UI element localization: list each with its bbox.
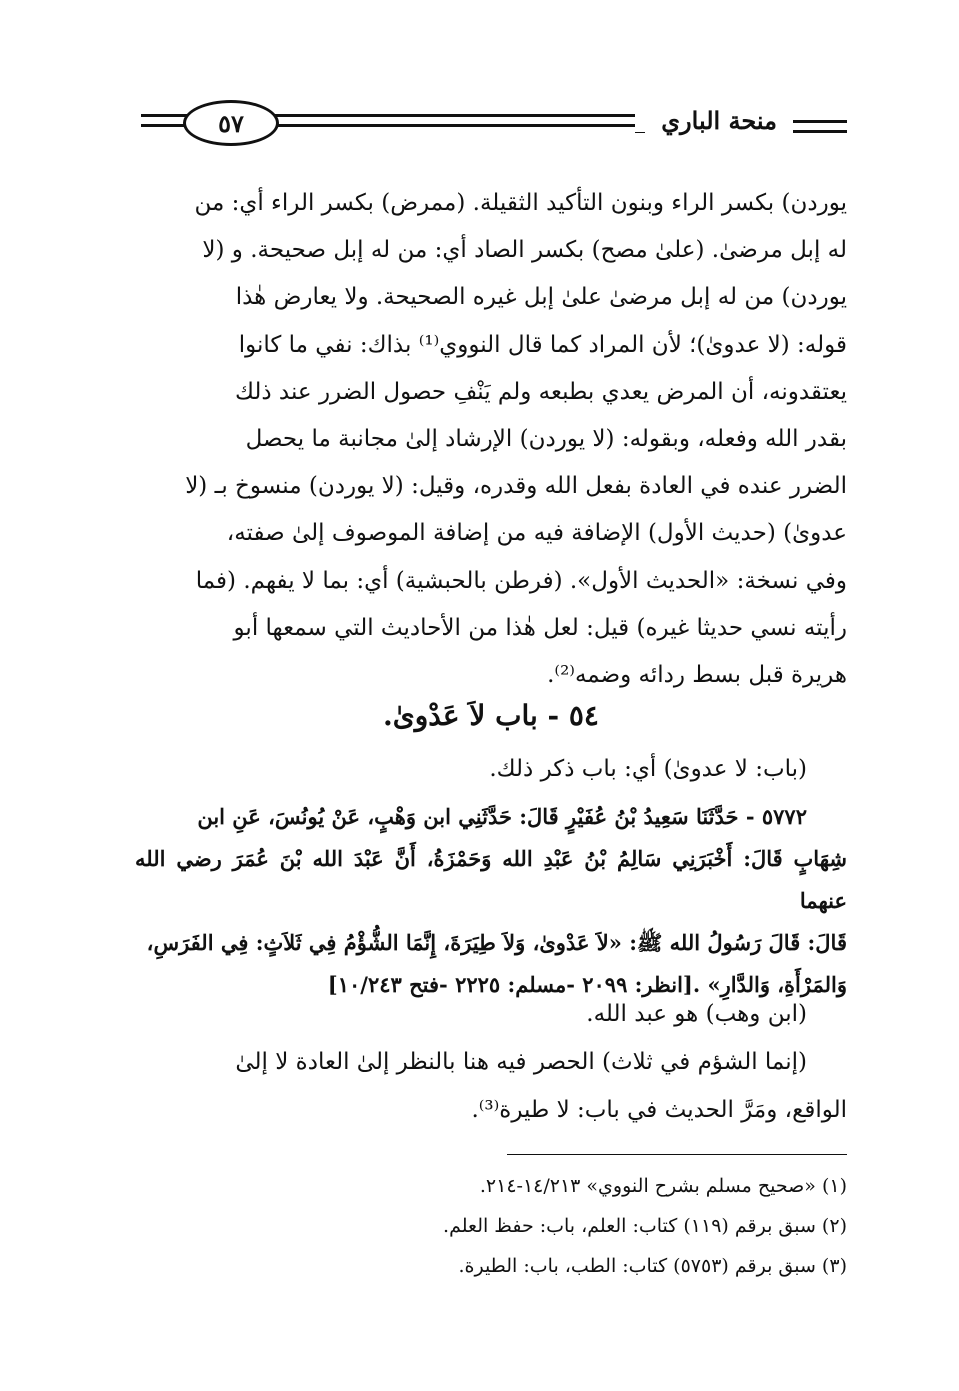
footnotes — [135, 1166, 847, 1286]
text-line: رأيته نسي حديثا غيره) قيل: لعل هٰذا من الأحاديث التي سمعها أبو — [233, 614, 847, 641]
text-line: يعتقدونه، أن المرض يعدي بطبعه ولم يَنْفِ حصول الضرر عند ذلك — [234, 378, 847, 405]
text-line: يوردن) بكسر الراء وبنون التأكيد الثقيلة. (ممرض) بكسر الراء أي: من — [194, 190, 847, 216]
header-rule-middle-top — [275, 114, 635, 117]
footnote-separator — [507, 1154, 847, 1155]
running-title: منحة الباري — [653, 106, 785, 135]
footnote: (٢) سبق برقم (١١٩) كتاب: العلم، باب: حفظ العلم. — [443, 1215, 847, 1237]
header-rule-right-bottom — [793, 130, 847, 133]
header-rule-middle-bottom — [275, 124, 635, 127]
page-header — [135, 100, 847, 156]
text-line: يوردن) من له إبل مرضىٰ علىٰ إبل غيره الصحيحة. ولا يعارض هٰذا — [235, 284, 847, 311]
header-rule-right-bottom — [635, 132, 645, 133]
header-rule-right-top — [793, 120, 847, 123]
footnote: (١) «صحيح مسلم بشرح النووي» ١٤/٢١٣-٢١٤. — [479, 1175, 847, 1197]
page-number: ٥٧ — [183, 100, 279, 146]
footnote: (٣) سبق برقم (٥٧٥٣) كتاب: الطب، باب: الطيرة. — [458, 1255, 847, 1277]
chapter-intro — [135, 746, 847, 792]
text-line: (إنما الشؤم في ثلاث) الحصر فيه هنا بالنظر إلىٰ العادة لا إلىٰ — [235, 1049, 807, 1075]
text-line: هريرة قبل بسط ردائه وضمه⁽²⁾. — [547, 662, 847, 689]
hadith-text — [135, 796, 847, 1006]
text-line: (ابن وهب) هو عبد الله. — [586, 1001, 807, 1027]
chapter-heading: ٥٤ - باب لاَ عَدْوىٰ. — [383, 699, 599, 732]
hadith-line: وَالمَرْأَةِ، وَالدَّارِ» .[انظر: ٢٠٩٩ -مسلم: ٢٢٢٥ -فتح ١٠/٢٤٣] — [327, 972, 847, 997]
hadith-line: ٥٧٧٢ - حَدَّثَنَا سَعِيدُ بْنُ عُفَيْرٍ قَالَ: حَدَّثَنِي ابن وَهْبٍ، عَنْ يُونُسَ، عَنِ ابن — [197, 804, 807, 829]
hadith-line: شِهَابٍ قَالَ: أَخْبَرَنِي سَالِمُ بْنُ عَبْدِ الله وَحَمْزَةُ، أَنَّ عَبْدَ الله بْنَ عُمَرَ رضي الله عنهما — [135, 846, 847, 913]
text-line: الضرر عنده في العادة بفعل الله وقدره، وقيل: (لا يوردن) منسوخ بـ (لا — [185, 473, 847, 500]
hadith-line: قَالَ: قَالَ رَسُولُ الله ﷺ: «لاَ عَدْوىٰ، وَلاَ طِيَرَةَ، إِنَّمَا الشُّؤْمُ فِي ثَلاَثٍ: فِي الفَرَسِ، — [146, 930, 847, 955]
hadith-commentary — [135, 990, 847, 1134]
text-line: قوله: (لا عدوىٰ)؛ لأن المراد كما قال النووي⁽¹⁾ بذاك: نفي ما كانوا — [238, 331, 847, 358]
commentary-paragraph — [135, 180, 847, 699]
text-line: الواقع، ومَرَّ الحديث في باب: لا طيرة⁽³⁾. — [471, 1097, 847, 1123]
text-line: بقدر الله وفعله، وبقوله: (لا يوردن) الإرشاد إلىٰ مجانبة ما يحصل — [245, 426, 847, 453]
text-line: وفي نسخة: «الحديث الأول». (فرطن بالحبشية) أي: بما لا يفهم. (فما — [195, 567, 847, 594]
chapter-intro-line: (باب: لا عدوىٰ) أي: باب ذكر ذلك. — [489, 756, 807, 782]
text-line: عدوىٰ) (حديث الأول) الإضافة فيه من إضافة الموصوف إلىٰ صفته، — [226, 520, 847, 547]
text-line: له إبل مرضىٰ. (علىٰ مصح) بكسر الصاد أي: من له إبل صحيحة. و (لا — [202, 237, 847, 264]
